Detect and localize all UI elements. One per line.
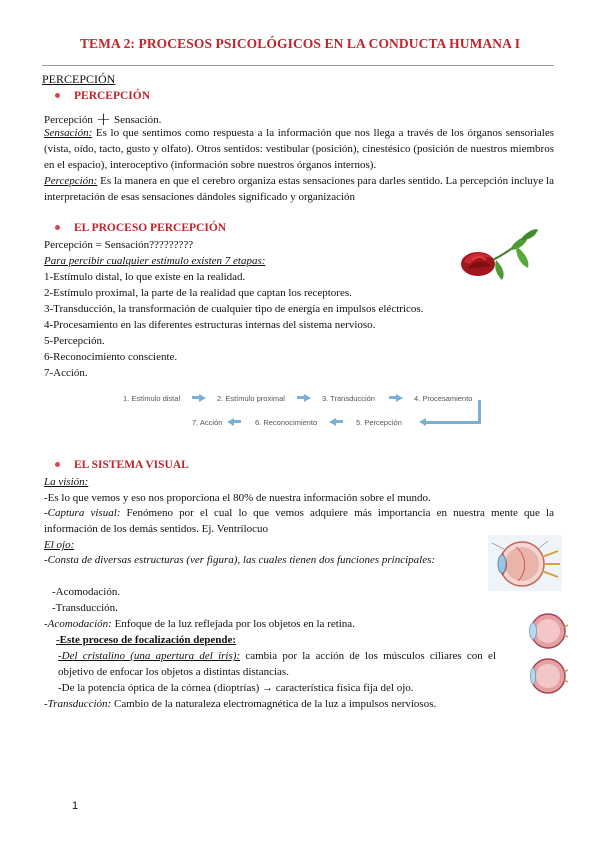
heading-text: EL SISTEMA VISUAL [74, 459, 189, 471]
arrow-left-icon [419, 418, 426, 426]
page-title: TEMA 2: PROCESOS PSICOLÓGICOS EN LA CONDUCTA HUMANA I [79, 36, 521, 51]
arrow-left-icon [227, 418, 234, 426]
arrow-shaft [233, 420, 241, 423]
flow-step-2: 2. Estímulo proximal [217, 394, 285, 403]
bullet-icon [55, 93, 60, 98]
vision-line: -Es lo que vemos y eso nos proporciona el 80% de nuestra información sobre el mundo. [44, 492, 431, 504]
heading-percepcion [55, 90, 150, 102]
cristalino-paragraph [58, 649, 496, 681]
definition: cambia por la acción de los músculos ciliares con el objetivo de enfocar los objetos a distintas distancias. [58, 650, 496, 678]
stage-item: 5-Percepción. [44, 335, 105, 347]
definition: Cambio de la naturaleza electromagnética de la luz a impulsos nerviosos. [111, 698, 437, 710]
stage-item: 7-Acción. [44, 367, 88, 379]
flow-step-3: 3. Transducción [322, 394, 375, 403]
vision-title: La visión: [44, 476, 89, 488]
line-text: Percepción [44, 114, 93, 126]
flow-step-6: 6. Reconocimiento [255, 418, 318, 427]
term: -Captura visual: [44, 507, 121, 519]
ojo-title: El ojo: [44, 539, 75, 551]
function-item: -Acomodación. [52, 586, 121, 598]
arrow-right-icon [396, 394, 403, 402]
heading-sistema-visual [55, 459, 189, 471]
perception-flow-diagram [108, 378, 488, 434]
heading-proceso [55, 222, 226, 234]
title-divider [42, 65, 554, 66]
eye-anatomy-image [488, 535, 562, 591]
term: Percepción: [44, 175, 98, 187]
arrow-shaft [335, 420, 343, 423]
captura-paragraph [44, 506, 554, 538]
stages-title: Para percibir cualquier estímulo existen 7 etapas: [44, 255, 266, 267]
arrow-corner-horizontal [426, 421, 481, 424]
definition: Enfoque de la luz reflejada por los objetos en la retina. [111, 618, 355, 630]
heading-text: PERCEPCIÓN [74, 90, 151, 102]
ojo-paragraph: -Consta de diversas estructuras (ver figura), las cuales tienen dos funciones principales: [44, 554, 436, 566]
flow-step-7: 7. Acción [192, 418, 223, 427]
sensacion-paragraph [44, 126, 554, 173]
arrow-right-icon [199, 394, 206, 402]
eye-near-focus-image [526, 611, 568, 651]
section-title: PERCEPCIÓN [42, 72, 116, 86]
bullet-icon [55, 225, 60, 230]
stage-item: 2-Estímulo proximal, la parte de la realidad que captan los receptores. [44, 287, 352, 299]
flow-step-5: 5. Percepción [356, 418, 402, 427]
stage-item: 1-Estímulo distal, lo que existe en la realidad. [44, 271, 246, 283]
plus-icon: + [95, 109, 111, 130]
flow-step-1: 1. Estímulo distal [123, 394, 181, 403]
stage-item: 4-Procesamiento en las diferentes estructuras internas del sistema nervioso. [44, 319, 376, 331]
stage-item: 3-Transducción, la transformación de cualquier tipo de energía en impulsos eléctricos. [44, 303, 424, 315]
eye-far-focus-image [526, 655, 568, 697]
transduccion-line [44, 697, 436, 713]
arrow-left-icon [329, 418, 336, 426]
function-item: -Transducción. [52, 602, 118, 614]
bullet-icon [55, 462, 60, 467]
line-text: Sensación. [113, 114, 162, 126]
definition: Es lo que sentimos como respuesta a la información que nos llega a través de los órganos sensoriales (vista, oído, tacto, gusto y olfato). Otros sentidos: vestibular (posición), cinestésico (posición de nuestros miembros en el espacio), interoceptivo (información sobre nuestros órganos internos). [44, 127, 554, 171]
acomodacion-line [44, 617, 355, 633]
focal-title: -Este proceso de focalización depende: [56, 634, 237, 646]
percepcion-paragraph [44, 174, 554, 206]
arrow-right-icon [304, 394, 311, 402]
cornea-line: -De la potencia óptica de la córnea (dioptrías) → característica física fija del ojo. [58, 682, 414, 694]
term: -Del cristalino (una apertura del iris): [58, 650, 241, 662]
definition: Es la manera en que el cerebro organiza estas sensaciones para darles sentido. La percepción incluye la interpretación de esas sensaciones dándoles significado y organización [44, 175, 554, 203]
definition: Fenómeno por el cual lo que vemos adquiere más importancia en nuestra mente que la información de los demás sentidos. Ej. Ventrílocuo [44, 507, 554, 535]
page-number: 1 [72, 800, 79, 812]
rose-image [458, 226, 540, 282]
heading-text: EL PROCESO PERCEPCIÓN [74, 222, 227, 234]
flow-step-4: 4. Procesamiento [414, 394, 473, 403]
stage-item: 6-Reconocimiento consciente. [44, 351, 178, 363]
term: -Transducción: [44, 698, 112, 710]
term: Sensación: [44, 127, 93, 139]
equation-line: Percepción = Sensación????????? [44, 239, 194, 251]
term: -Acomodación: [44, 618, 112, 630]
